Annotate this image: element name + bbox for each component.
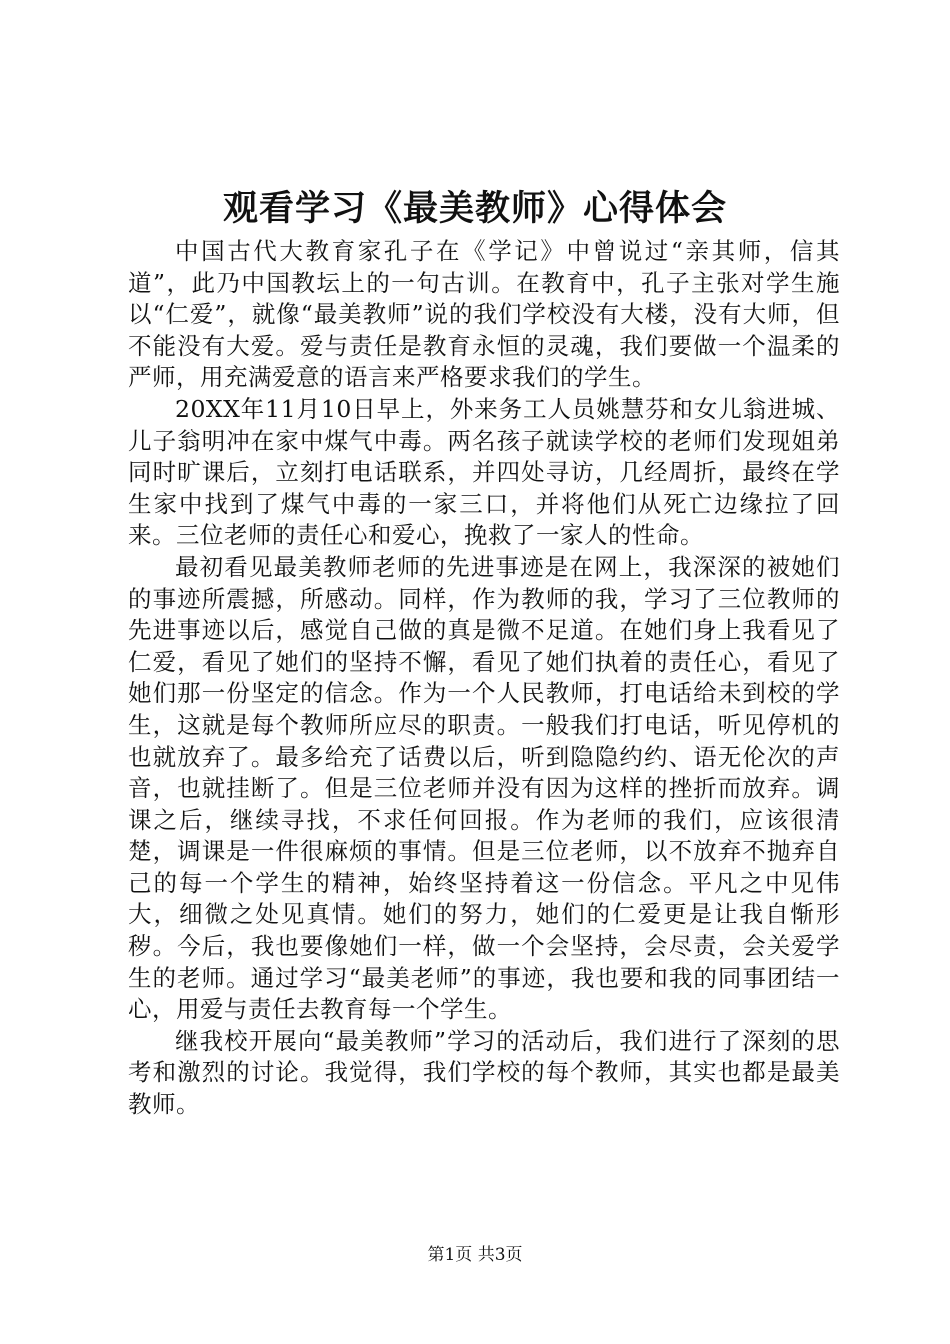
paragraph-4: 继我校开展向“最美教师”学习的活动后，我们进行了深刻的思考和激烈的讨论。我觉得，我们学校的每个教师，其实也都是最美教师。 <box>128 1026 840 1119</box>
page-footer: 第1页 共3页 <box>427 1245 523 1265</box>
paragraph-1: 中国古代大教育家孔子在《学记》中曾说过“亲其师，信其道”，此乃中国教坛上的一句古训。在教育中，孔子主张对学生施以“仁爱”，就像“最美教师”说的我们学校没有大楼，没有大师，但不能没有大爱。爱与责任是教育永恒的灵魂，我们要做一个温柔的严师，用充满爱意的语言来严格要求我们的学生。 <box>128 237 840 392</box>
paragraph-3: 最初看见最美教师老师的先进事迹是在网上，我深深的被她们的事迹所震撼，所感动。同样，作为教师的我，学习了三位教师的先进事迹以后，感觉自己做的真是微不足道。在她们身上我看见了仁爱，看见了她们的坚持不懈，看见了她们执着的责任心，看见了她们那一份坚定的信念。作为一个人民教师，打电话给未到校的学生，这就是每个教师所应尽的职责。一般我们打电话，听见停机的也就放弃了。最多给充了话费以后，听到隐隐约约、语无伦次的声音，也就挂断了。但是三位老师并没有因为这样的挫折而放弃。调课之后，继续寻找，不求任何回报。作为老师的我们，应该很清楚，调课是一件很麻烦的事情。但是三位老师，以不放弃不抛弃自己的每一个学生的精神，始终坚持着这一份信念。平凡之中见伟大，细微之处见真情。她们的努力，她们的仁爱更是让我自惭形秽。今后，我也要像她们一样，做一个会坚持，会尽责，会关爱学生的老师。通过学习“最美老师”的事迹，我也要和我的同事团结一心，用爱与责任去教育每一个学生。 <box>128 552 840 1024</box>
paragraph-2: 20XX年11月10日早上，外来务工人员姚慧芬和女儿翁进城、儿子翁明冲在家中煤气中毒。两名孩子就读学校的老师们发现姐弟同时旷课后，立刻打电话联系，并四处寻访，几经周折，最终在学生家中找到了煤气中毒的一家三口，并将他们从死亡边缘拉了回来。三位老师的责任心和爱心，挽救了一家人的性命。 <box>128 394 840 550</box>
document-body <box>128 236 840 1121</box>
document-title: 观看学习《最美教师》心得体会 <box>222 188 727 229</box>
